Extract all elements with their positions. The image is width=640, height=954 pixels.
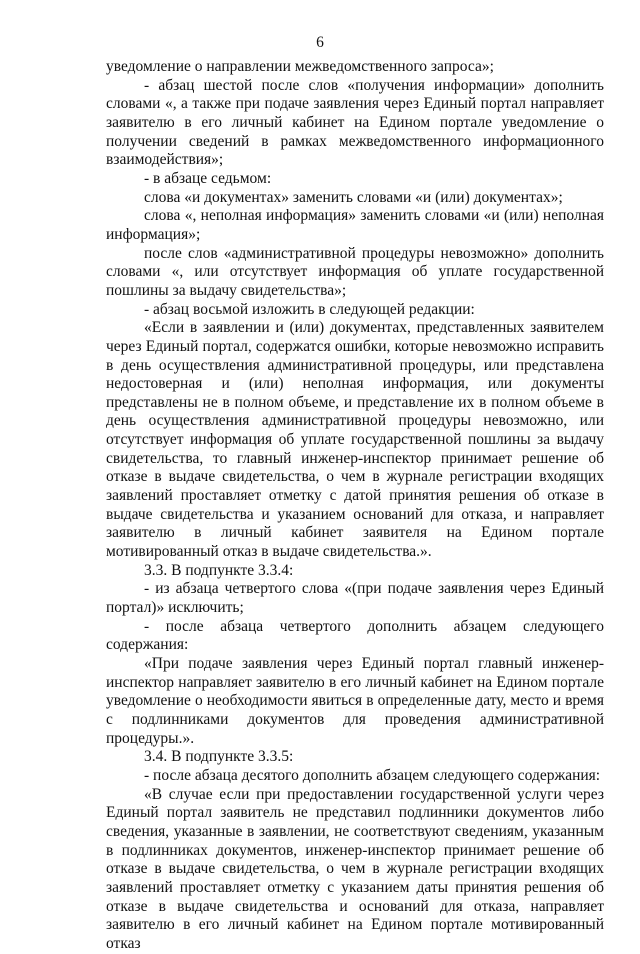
paragraph: - в абзаце седьмом: [144,169,272,187]
paragraph-continuation: уведомление о направлении межведомственного запроса»; [106,58,494,75]
paragraph: слова «и документах» заменить словами «и (или) документах»; [144,188,563,206]
paragraph: «При подаче заявления через Единый портал главный инженер-инспектор направляет заявителю в его личный кабинет на Едином портале уведомление о необходимости явиться в определенные дату, место и время с подлинниками документов для проведения административной процедуры.». [106,655,604,747]
paragraph: - после абзаца десятого дополнить абзацем следующего содержания: [144,766,601,784]
paragraph: «В случае если при предоставлении государственной услуги через Единый портал заявитель не представил подлинники документов либо сведения, указанные в заявлении, не соответствуют сведениям, указанным в подлинниках документов, инженер-инспектор принимает решение об отказе в выдаче свидетельства, о чем в журнале регистрации входящих заявлений проставляет отметку с указанием даты принятия решения об отказе в выдаче свидетельства и оснований для отказа, направляет заявителю в его личный кабинет на Едином портале мотивированный отказ [106,785,604,952]
paragraph: - абзац восьмой изложить в следующей редакции: [144,300,475,318]
paragraph: - абзац шестой после слов «получения информации» дополнить словами «, а также при подаче заявления через Единый портал направляет заявителю в его личный кабинет на Едином портале уведомление о получении сведений в рамках межведомственного информационного взаимодействия»; [106,76,604,169]
paragraph: слова «, неполная информация» заменить словами «и (или) неполная информация»; [106,207,604,243]
page-number: 6 [316,34,324,51]
paragraph: после слов «административной процедуры невозможно» дополнить словами «, или отсутствует информация об уплате государственной пошлины за выдачу свидетельства»; [106,244,604,299]
paragraph: - из абзаца четвертого слова «(при подаче заявления через Единый портал)» исключить; [106,580,604,617]
paragraph: «Если в заявлении и (или) документах, представленных заявителем через Единый портал, содержатся ошибки, которые невозможно исправить в день осуществления административной процедуры, или представлена недостоверная и (или) неполная информация, или документы представлены не в полном объеме, и представление их в полном объеме в день осуществления административной процедуры невозможно, или отсутствует информация об уплате государственной пошлины за выдачу свидетельства, то главный инженер-инспектор принимает решение об отказе в выдаче свидетельства, о чем в журнале регистрации входящих заявлений проставляет отметку с датой принятия решения об отказе в выдаче свидетельства и указанием оснований для отказа, и направляет заявителю в личный кабинет заявителя на Едином портале мотивированный отказ в выдаче свидетельства.». [106,319,604,561]
section-heading: 3.3. В подпункте 3.3.4: [144,561,294,579]
paragraph: - после абзаца четвертого дополнить абзацем следующего содержания: [106,617,604,654]
section-heading: 3.4. В подпункте 3.3.5: [144,748,294,766]
document-body [106,58,604,954]
